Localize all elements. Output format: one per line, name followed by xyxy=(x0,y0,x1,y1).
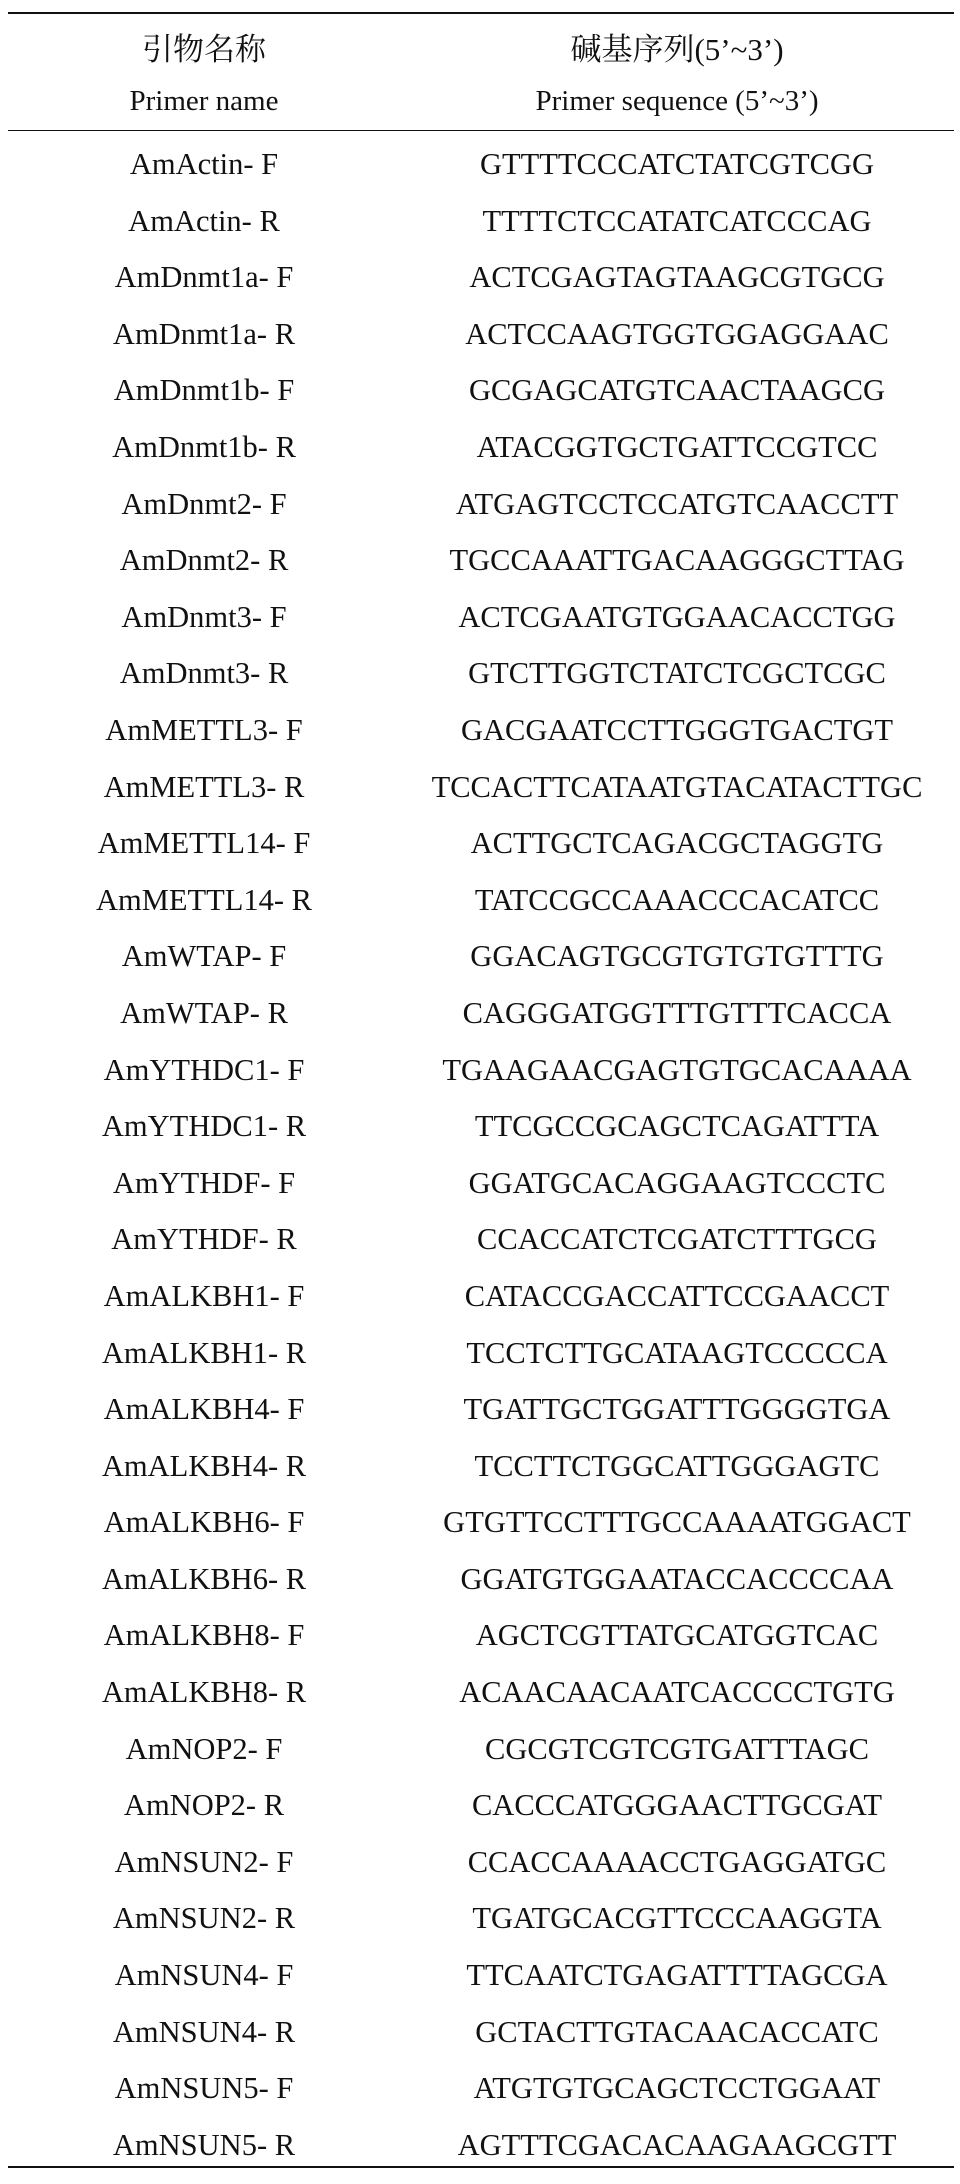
primer-name-cell: AmNSUN2- R xyxy=(112,1901,296,1936)
table-row xyxy=(8,1381,954,1438)
table-row xyxy=(8,872,954,929)
primer-sequence-cell: TGATGCACGTTCCCAAGGTA xyxy=(472,1901,882,1936)
table-row xyxy=(8,1777,954,1834)
table-row xyxy=(8,2060,954,2117)
table-row xyxy=(8,1890,954,1947)
primer-name-cell: AmMETTL14- F xyxy=(97,826,311,861)
table-row xyxy=(8,1438,954,1495)
primer-name-cell: AmALKBH4- F xyxy=(103,1392,305,1427)
table-row xyxy=(8,815,954,872)
primer-name-cell: AmDnmt1b- R xyxy=(112,430,296,465)
primer-sequence-cell: TATCCGCCAAACCCACATCC xyxy=(474,882,880,917)
primer-sequence-cell: TGATTGCTGGATTTGGGGTGA xyxy=(463,1392,891,1427)
primer-name-cell: AmALKBH1- R xyxy=(101,1335,307,1370)
primer-name-cell: AmDnmt2- F xyxy=(121,486,287,521)
table-row xyxy=(8,1268,954,1325)
table-row xyxy=(8,759,954,816)
table-row xyxy=(8,2004,954,2061)
header-primer-name-en: Primer name xyxy=(129,84,279,117)
primer-sequence-cell: GGACAGTGCGTGTGTGTTTG xyxy=(470,939,884,974)
primer-sequence-cell: ATGTGTGCAGCTCCTGGAAT xyxy=(473,2071,881,2106)
primer-sequence-cell: GCGAGCATGTCAACTAAGCG xyxy=(468,373,886,408)
header-primer-sequence-cn: 碱基序列(5’~3’) xyxy=(570,31,784,67)
primer-name-cell: AmYTHDF- R xyxy=(111,1222,297,1257)
table-row xyxy=(8,1324,954,1381)
primer-sequence-cell: TGCCAAATTGACAAGGGCTTAG xyxy=(449,543,905,578)
primer-sequence-cell: CGCGTCGTCGTGATTTAGC xyxy=(485,1731,869,1766)
table-row xyxy=(8,419,954,476)
primer-name-cell: AmMETTL14- R xyxy=(95,882,313,917)
primer-sequence-cell: GCTACTTGTACAACACCATC xyxy=(475,2014,879,2049)
table-row xyxy=(8,1664,954,1721)
table-row xyxy=(8,2117,954,2174)
primer-name-cell: AmDnmt3- R xyxy=(119,656,289,691)
primer-name-cell: AmMETTL3- R xyxy=(103,769,305,804)
primer-sequence-cell: TCCACTTCATAATGTACATACTTGC xyxy=(431,769,923,804)
primer-name-cell: AmALKBH1- F xyxy=(103,1278,305,1313)
table-row xyxy=(8,1947,954,2004)
primer-sequence-cell: TCCTCTTGCATAAGTCCCCCA xyxy=(466,1335,888,1370)
primer-sequence-cell: AGTTTCGACACAAGAAGCGTT xyxy=(457,2127,897,2162)
table-row xyxy=(8,362,954,419)
table-row xyxy=(8,1551,954,1608)
primer-sequence-cell: ACTCGAGTAGTAAGCGTGCG xyxy=(469,260,885,295)
table-row xyxy=(8,645,954,702)
primer-name-cell: AmDnmt2- R xyxy=(119,543,289,578)
primer-name-cell: AmNOP2- F xyxy=(125,1731,283,1766)
primer-sequence-cell: ACTTGCTCAGACGCTAGGTG xyxy=(470,826,884,861)
primer-name-cell: AmActin- F xyxy=(129,147,279,182)
primer-name-cell: AmALKBH4- R xyxy=(101,1448,307,1483)
primer-sequence-cell: ATGAGTCCTCCATGTCAACCTT xyxy=(455,486,899,521)
primer-name-cell: AmDnmt1b- F xyxy=(113,373,295,408)
primer-name-cell: AmWTAP- F xyxy=(121,939,287,974)
primer-sequence-cell: ACAACAACAATCACCCCTGTG xyxy=(459,1675,895,1710)
primer-sequence-cell: GTCTTGGTCTATCTCGCTCGC xyxy=(468,656,886,691)
table-row xyxy=(8,532,954,589)
table-row xyxy=(8,476,954,533)
table-row xyxy=(8,1607,954,1664)
primer-name-cell: AmYTHDF- F xyxy=(112,1165,296,1200)
primer-name-cell: AmNSUN4- F xyxy=(114,1958,294,1993)
table-row xyxy=(8,589,954,646)
primer-name-cell: AmNOP2- R xyxy=(123,1788,285,1823)
primer-sequence-cell: CACCCATGGGAACTTGCGAT xyxy=(471,1788,883,1823)
table-row xyxy=(8,1211,954,1268)
primer-name-cell: AmALKBH6- F xyxy=(103,1505,305,1540)
table-row xyxy=(8,985,954,1042)
table-row xyxy=(8,1042,954,1099)
table-row xyxy=(8,1721,954,1778)
header-row-chinese xyxy=(8,12,954,75)
primer-sequence-cell: GTTTTCCCATCTATCGTCGG xyxy=(479,147,875,182)
primer-sequence-cell: GTGTTCCTTTGCCAAAATGGACT xyxy=(443,1505,911,1540)
primer-name-cell: AmALKBH8- R xyxy=(101,1675,307,1710)
primer-name-cell: AmNSUN5- R xyxy=(112,2127,296,2162)
primer-sequence-cell: TGAAGAACGAGTGTGCACAAAA xyxy=(442,1052,912,1087)
table-row xyxy=(8,249,954,306)
header-primer-name-cn: 引物名称 xyxy=(142,31,266,67)
primer-name-cell: AmNSUN2- F xyxy=(114,1844,294,1879)
primer-name-cell: AmDnmt1a- R xyxy=(112,316,296,351)
primer-sequence-cell: ATACGGTGCTGATTCCGTCC xyxy=(476,430,878,465)
primer-table xyxy=(8,12,954,2173)
primer-name-cell: AmActin- R xyxy=(128,203,280,238)
primer-sequence-cell: GGATGTGGAATACCACCCCAA xyxy=(460,1561,894,1596)
table-row xyxy=(8,928,954,985)
table-row xyxy=(8,193,954,250)
table-row xyxy=(8,702,954,759)
table-row xyxy=(8,1494,954,1551)
primer-sequence-cell: GACGAATCCTTGGGTGACTGT xyxy=(460,712,894,747)
primer-name-cell: AmALKBH6- R xyxy=(101,1561,307,1596)
primer-sequence-cell: CCACCATCTCGATCTTTGCG xyxy=(477,1222,877,1257)
header-row-english xyxy=(8,75,954,132)
primer-sequence-cell: ACTCCAAGTGGTGGAGGAAC xyxy=(465,316,889,351)
primer-name-cell: AmDnmt3- F xyxy=(121,599,287,634)
primer-name-cell: AmYTHDC1- R xyxy=(101,1109,307,1144)
table-row xyxy=(8,132,954,193)
table-body xyxy=(8,132,954,2173)
primer-sequence-cell: CAGGGATGGTTTGTTTCACCA xyxy=(462,995,892,1030)
table-row xyxy=(8,1834,954,1891)
table-row xyxy=(8,1098,954,1155)
primer-sequence-cell: ACTCGAATGTGGAACACCTGG xyxy=(458,599,896,634)
primer-sequence-cell: TCCTTCTGGCATTGGGAGTC xyxy=(474,1448,880,1483)
primer-name-cell: AmYTHDC1- F xyxy=(103,1052,305,1087)
table-header xyxy=(8,12,954,132)
table-row xyxy=(8,1155,954,1212)
primer-sequence-cell: AGCTCGTTATGCATGGTCAC xyxy=(475,1618,879,1653)
primer-sequence-cell: TTCGCCGCAGCTCAGATTTA xyxy=(474,1109,880,1144)
table-row xyxy=(8,306,954,363)
primer-name-cell: AmNSUN5- F xyxy=(114,2071,294,2106)
primer-sequence-cell: CATACCGACCATTCCGAACCT xyxy=(464,1278,890,1313)
primer-name-cell: AmALKBH8- F xyxy=(103,1618,305,1653)
primer-name-cell: AmNSUN4- R xyxy=(112,2014,296,2049)
primer-sequence-cell: CCACCAAAACCTGAGGATGC xyxy=(467,1844,887,1879)
primer-name-cell: AmMETTL3- F xyxy=(105,712,303,747)
primer-name-cell: AmWTAP- R xyxy=(120,995,288,1030)
primer-sequence-cell: TTCAATCTGAGATTTTAGCGA xyxy=(466,1958,888,1993)
primer-name-cell: AmDnmt1a- F xyxy=(114,260,294,295)
header-primer-sequence-en: Primer sequence (5’~3’) xyxy=(535,84,819,117)
primer-sequence-cell: TTTTCTCCATATCATCCCAG xyxy=(482,203,872,238)
primer-sequence-cell: GGATGCACAGGAAGTCCCTC xyxy=(468,1165,886,1200)
